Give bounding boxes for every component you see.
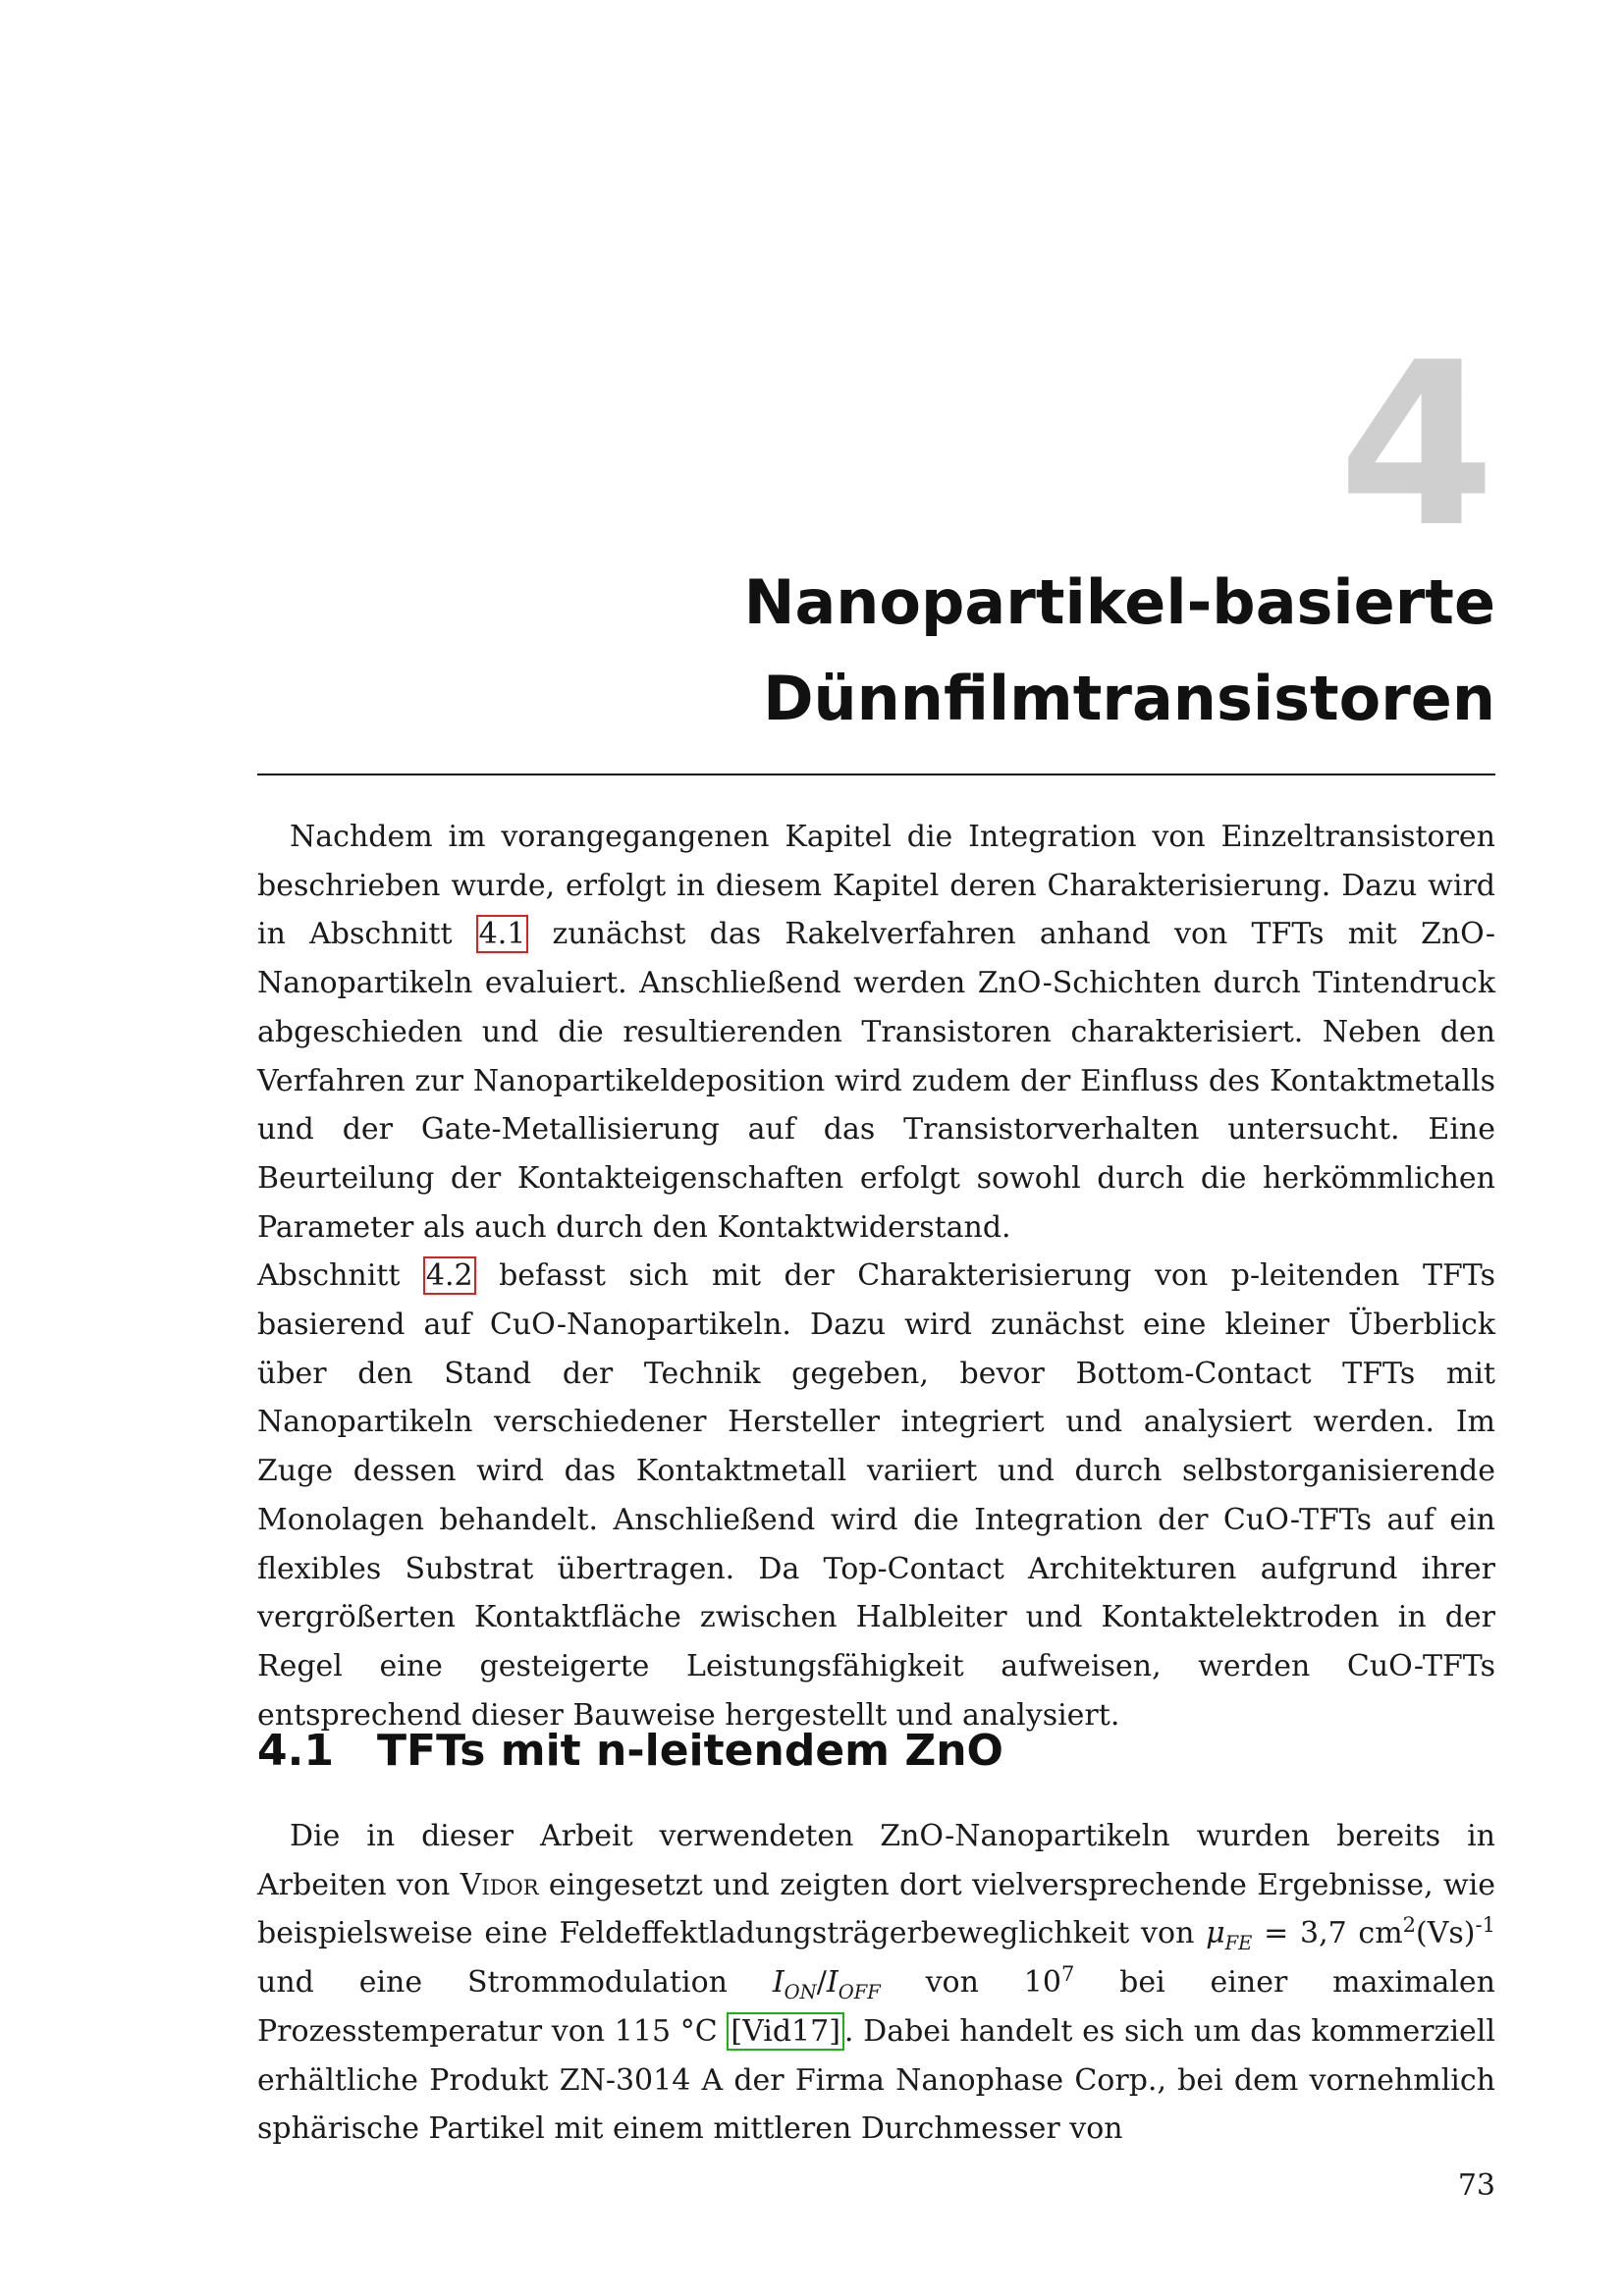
chapter-title [415, 555, 1495, 747]
intro-p1-text-b: zunächst das Rakelverfahren anhand von TFTs mit ZnO-Nanopartikeln evaluiert. Anschließend werden ZnO-Schichten durch Tintendruck abgeschieden und die resultierenden Transistoren charakterisiert. Neben den Verfahren zur Nanopartikeldeposition wird zudem der Einfluss des Kontaktmetalls und der Gate-Metallisierung auf das Transistorverhalten untersucht. Eine Beurteilung der Kontakteigenschaften erfolgt sowohl durch die herkömmlichen Parameter als auch durch den Kontaktwiderstand. [257, 917, 1495, 1245]
mobility-value: = 3,7 cm [1252, 1916, 1403, 1951]
section-text-d: von 10 [880, 1965, 1061, 2001]
section-4-1-link[interactable]: 4.1 [476, 915, 529, 953]
section-paragraph-1 [257, 1812, 1495, 2154]
section-text-f: . Dabei handelt es sich um das kommerziell erhältliche Produkt ZN-3014 A der Firma Nanophase Corp., bei dem vornehmlich sphärische Partikel mit einem mittleren Durchmesser von [257, 2013, 1495, 2147]
chapter-intro [257, 813, 1495, 1739]
mobility-unit: (Vs) [1416, 1916, 1476, 1951]
ioff-symbol: I [826, 1965, 839, 2001]
section-body [257, 1812, 1495, 2154]
ion-subscript: ON [784, 1981, 817, 2004]
section-text-c: und eine Strommodulation [257, 1965, 773, 2001]
mobility-symbol: μ [1206, 1916, 1225, 1951]
ion-symbol: I [772, 1965, 785, 2001]
chapter-title-line-2: Dünnfilmtransistoren [763, 663, 1495, 734]
title-divider [257, 774, 1495, 775]
ratio-slash: / [816, 1965, 827, 2001]
mobility-subscript: FE [1224, 1932, 1253, 1955]
section-text-a: Die in dieser Arbeit verwendeten ZnO-Nanopartikeln wurden bereits in Arbeiten von [257, 1819, 1495, 1902]
intro-p2-text-b: befasst sich mit der Charakterisierung von p-leitenden TFTs basierend auf CuO-Nanopartikeln. Dazu wird zunächst eine kleiner Überblick über den Stand der Technik gegeben, bevor Bottom-Contact TFTs mit Nanopartikeln verschiedener Hersteller integriert und analysiert werden. Im Zuge dessen wird das Kontaktmetall variiert und durch selbstorganisierende Monolagen behandelt. Anschließend wird die Integration der CuO-TFTs auf ein flexibles Substrat übertragen. Da Top-Contact Architekturen aufgrund ihrer vergrößerten Kontaktfläche zwischen Halbleiter und Kontaktelektroden in der Regel eine gesteigerte Leistungsfähigkeit aufweisen, werden CuO-TFTs entsprechend dieser Bauweise hergestellt und analysiert. [257, 1258, 1495, 1733]
section-title: TFTs mit n-leitendem ZnO [377, 1726, 1003, 1776]
citation-vid17[interactable]: [Vid17] [727, 2012, 844, 2051]
intro-paragraph-2 [257, 1252, 1495, 1739]
ioff-subscript: OFF [838, 1981, 881, 2004]
chapter-number: 4 [1337, 315, 1495, 577]
chapter-title-line-1: Nanopartikel-basierte [743, 566, 1495, 638]
page-number: 73 [1457, 2168, 1495, 2203]
section-number: 4.1 [257, 1726, 334, 1776]
mobility-exponent-neg1: -1 [1475, 1913, 1495, 1938]
intro-paragraph-1 [257, 813, 1495, 1252]
section-text-e: bei einer maximalen Prozesstemperatur von 115 °C [257, 1965, 1496, 2049]
mobility-exponent-2: 2 [1402, 1913, 1417, 1938]
section-heading [257, 1726, 1003, 1776]
modulation-exponent: 7 [1060, 1962, 1075, 1987]
intro-p2-text-a: Abschnitt [257, 1258, 423, 1294]
section-4-2-link[interactable]: 4.2 [423, 1256, 476, 1295]
intro-p1-text-a: Nachdem im vorangegangenen Kapitel die Integration von Einzeltransistoren beschrieben wurde, erfolgt in diesem Kapitel deren Charakterisierung. Dazu wird in Abschnitt [257, 820, 1495, 952]
author-name: Vidor [460, 1867, 539, 1902]
section-text-b: eingesetzt und zeigten dort vielversprechende Ergebnisse, wie beispielsweise eine Feldeffektladungsträgerbeweglichkeit von [257, 1867, 1495, 1951]
